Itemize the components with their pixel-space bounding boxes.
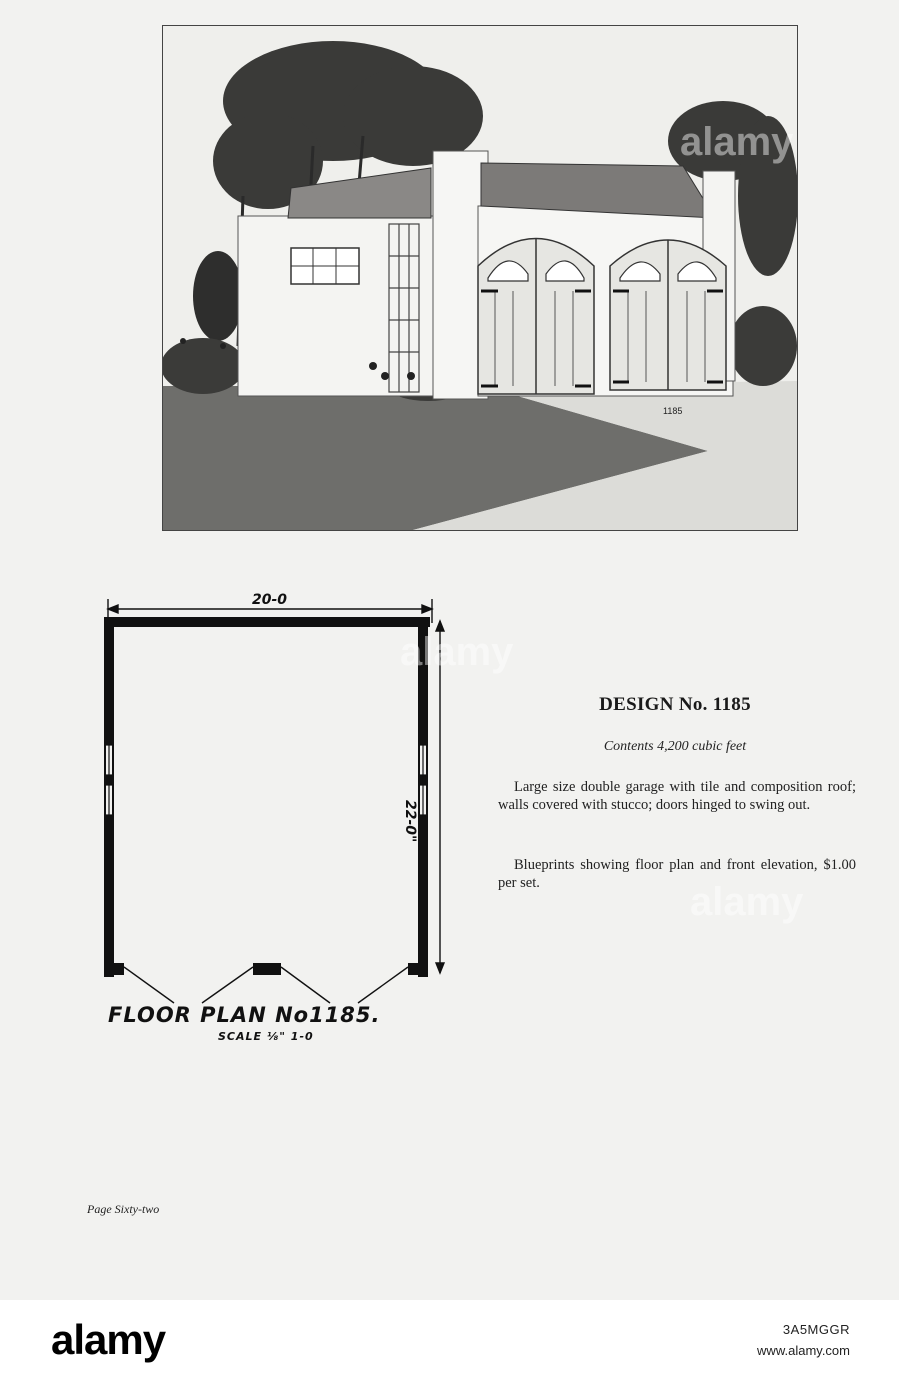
design-description: Large size double garage with tile and composition roof; walls covered with stucco; doors hinged to swing out. <box>498 779 856 813</box>
alamy-logo: alamy <box>51 1316 166 1363</box>
floor-plan-caption: FLOOR PLAN No1185. <box>108 1003 381 1027</box>
plan-width-dimension: 20-0 <box>252 592 288 608</box>
floor-plan-scale: SCALE ⅛" 1-0 <box>218 1030 314 1043</box>
blueprints-note: Blueprints showing floor plan and front elevation, $1.00 per set. <box>498 857 856 891</box>
design-contents: Contents 4,200 cubic feet <box>603 739 747 754</box>
garage-illustration <box>162 25 798 531</box>
illustration-number: 1185 <box>663 406 683 416</box>
watermark: alamy <box>400 630 514 674</box>
watermark: alamy <box>680 120 794 164</box>
site-url[interactable]: www.alamy.com <box>757 1343 850 1358</box>
design-title: DESIGN No. 1185 <box>599 694 751 715</box>
page-number: Page Sixty-two <box>87 1202 160 1216</box>
image-id: 3A5MGGR <box>782 1322 850 1337</box>
plan-depth-dimension: 22-0" <box>402 800 418 843</box>
watermark: alamy <box>690 880 804 924</box>
footer-bar <box>0 1300 899 1390</box>
